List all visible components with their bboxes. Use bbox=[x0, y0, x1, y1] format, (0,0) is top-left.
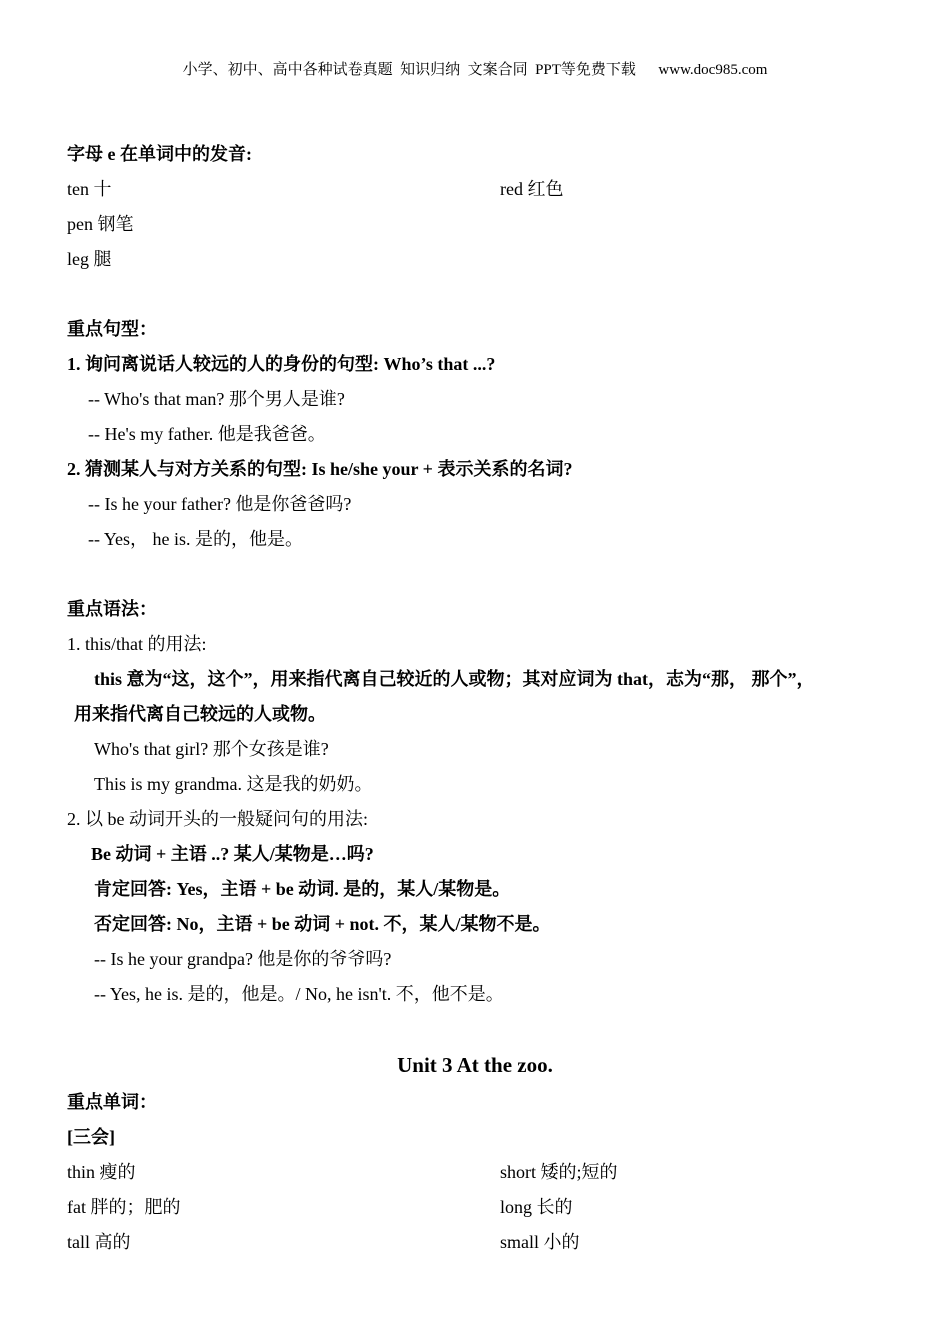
sentence-item-1-example-1: -- Who's that man? 那个男人是谁? bbox=[88, 389, 345, 409]
sentence-item-1: 1. 询问离说话人较远的人的身份的句型: Who’s that ...? bbox=[67, 354, 496, 374]
page-header: 小学、初中、高中各种试卷真题 知识归纳 文案合同 PPT等免费下载 www.doc985.com bbox=[182, 62, 768, 78]
grammar-item-2-yes: 肯定回答: Yes，主语 + be 动词. 是的，某人/某物是。 bbox=[94, 879, 511, 899]
sentence-item-2-example-2: -- Yes， he is. 是的，他是。 bbox=[88, 529, 304, 549]
word-fat: fat 胖的；肥的 bbox=[67, 1197, 181, 1217]
sentences-title: 重点句型： bbox=[67, 319, 157, 339]
grammar-item-2-no: 否定回答: No，主语 + be 动词 + not. 不，某人/某物不是。 bbox=[94, 914, 551, 934]
unit-3-vocab-title: 重点单词： bbox=[67, 1092, 157, 1112]
word-red: red 红色 bbox=[500, 179, 564, 199]
unit-3-title: Unit 3 At the zoo. bbox=[397, 1053, 553, 1077]
grammar-item-1-example-1: Who's that girl? 那个女孩是谁? bbox=[94, 739, 329, 759]
grammar-item-2-example-1: -- Is he your grandpa? 他是你的爷爷吗? bbox=[94, 949, 392, 969]
grammar-item-1-desc-2: 用来指代离自己较远的人或物。 bbox=[74, 704, 326, 724]
word-short: short 矮的;短的 bbox=[500, 1162, 618, 1182]
word-ten: ten 十 bbox=[67, 179, 112, 199]
sentence-item-2: 2. 猜测某人与对方关系的句型: Is he/she your + 表示关系的名词? bbox=[67, 459, 573, 479]
word-small: small 小的 bbox=[500, 1232, 580, 1252]
grammar-title: 重点语法： bbox=[67, 599, 157, 619]
sentence-item-2-example-1: -- Is he your father? 他是你爸爸吗? bbox=[88, 494, 352, 514]
grammar-item-1-example-2: This is my grandma. 这是我的奶奶。 bbox=[94, 774, 373, 794]
word-tall: tall 高的 bbox=[67, 1232, 131, 1252]
word-pen: pen 钢笔 bbox=[67, 214, 134, 234]
unit-3-level: [三会] bbox=[67, 1127, 115, 1147]
grammar-item-1-desc-1: this 意为“这，这个”，用来指代离自己较近的人或物；其对应词为 that，志为“那， 那个”， bbox=[94, 669, 815, 689]
sentence-item-1-example-2: -- He's my father. 他是我爸爸。 bbox=[88, 424, 326, 444]
grammar-item-1: 1. this/that 的用法: bbox=[67, 634, 207, 654]
grammar-item-2-pattern: Be 动词 + 主语 ..? 某人/某物是…吗? bbox=[91, 844, 374, 864]
grammar-item-2: 2. 以 be 动词开头的一般疑问句的用法: bbox=[67, 809, 368, 829]
grammar-item-2-example-2: -- Yes, he is. 是的，他是。/ No, he isn't. 不，他不是。 bbox=[94, 984, 504, 1004]
word-long: long 长的 bbox=[500, 1197, 573, 1217]
word-leg: leg 腿 bbox=[67, 249, 112, 269]
word-thin: thin 瘦的 bbox=[67, 1162, 136, 1182]
letter-e-title: 字母 e 在单词中的发音: bbox=[67, 144, 252, 164]
